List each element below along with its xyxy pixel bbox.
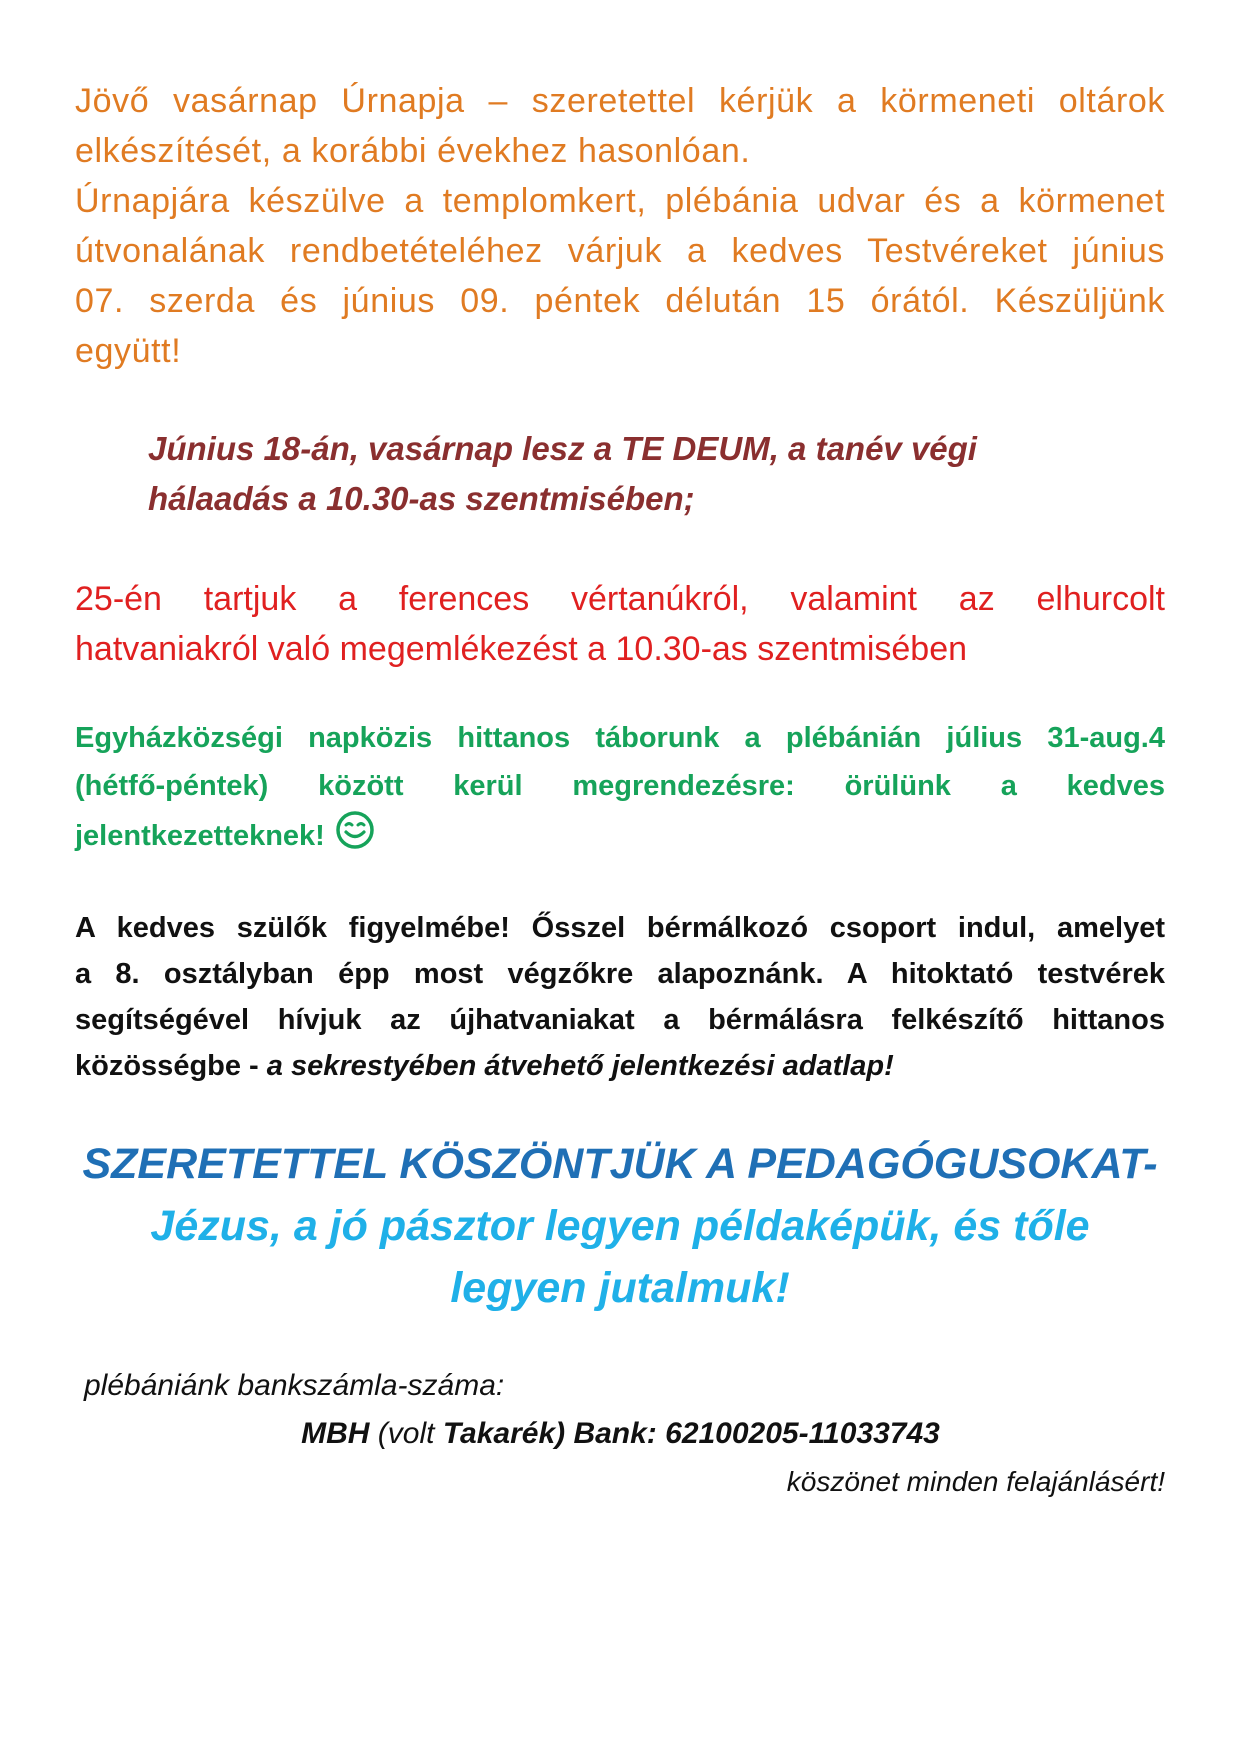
megemlekezes-line: hatvaniakról való megemlékezést a 10.30-as szentmisében <box>75 630 968 668</box>
bermalas-line: A kedves szülők figyelmébe! Ősszel bérmálkozó csoport indul, amelyet <box>75 912 1165 944</box>
urnap-line: együtt! <box>75 332 182 370</box>
bermalas-last-line <box>75 1043 1165 1089</box>
urnap-line: útvonalának rendbetételéhez várjuk a kedves Testvéreket június <box>75 232 1165 270</box>
tedeum-line: Június 18-án, vasárnap lesz a TE DEUM, a tanév végi <box>148 430 977 467</box>
greeting-heading: SZERETETTEL KÖSZÖNTJÜK A PEDAGÓGUSOKAT- <box>82 1140 1158 1188</box>
tedeum-line: hálaadás a 10.30-as szentmisében; <box>148 480 695 517</box>
tabor-line-last <box>75 810 1165 865</box>
bermalas-line: segítségével hívjuk az újhatvaniakat a bérmálásra felkészítő hittanos <box>75 1004 1165 1036</box>
tabor-line: Egyházközségi napközis hittanos táborunk a plébánián július 31-aug.4 <box>75 722 1165 754</box>
bermalas-prefix: közösségbe - <box>75 1050 267 1082</box>
bank-volt: (volt <box>369 1417 443 1450</box>
greeting-line: legyen jutalmuk! <box>450 1264 790 1312</box>
urnap-paragraph <box>75 76 1165 376</box>
megemlekezes-line: 25-én tartjuk a ferences vértanúkról, valamint az elhurcolt <box>75 580 1165 618</box>
smiley-icon <box>335 810 375 865</box>
bermalas-paragraph <box>75 905 1165 1089</box>
bank-number: Takarék) Bank: 62100205-11033743 <box>442 1417 940 1450</box>
tabor-paragraph <box>75 714 1165 865</box>
bank-thanks: köszönet minden felajánlásért! <box>786 1466 1165 1497</box>
urnap-line: Úrnapjára készülve a templomkert, plébánia udvar és a körmenet <box>75 182 1165 220</box>
tedeum-paragraph <box>148 424 1148 524</box>
megemlekezes-paragraph <box>75 574 1165 674</box>
greeting-line: Jézus, a jó pásztor legyen példaképük, és tőle <box>150 1202 1090 1250</box>
tabor-line: jelentkezetteknek! <box>75 820 325 853</box>
bank-account <box>0 1414 1241 1454</box>
bank-label: plébániánk bankszámla-száma: <box>84 1369 505 1402</box>
bermalas-italic: a sekrestyében átvehető jelentkezési adatlap! <box>266 1050 894 1082</box>
bermalas-line: a 8. osztályban épp most végzőkre alapoznánk. A hitoktató testvérek <box>75 958 1165 990</box>
urnap-line: 07. szerda és június 09. péntek délután 15 órától. Készüljünk <box>75 282 1165 320</box>
urnap-line: Jövő vasárnap Úrnapja – szeretettel kérjük a körmeneti oltárok <box>75 82 1165 120</box>
urnap-line: elkészítését, a korábbi évekhez hasonlóan. <box>75 132 751 170</box>
bank-name: MBH <box>301 1417 370 1450</box>
greeting-subtitle <box>75 1195 1165 1319</box>
tabor-line: (hétfő-péntek) között kerül megrendezésre: örülünk a kedves <box>75 770 1165 802</box>
